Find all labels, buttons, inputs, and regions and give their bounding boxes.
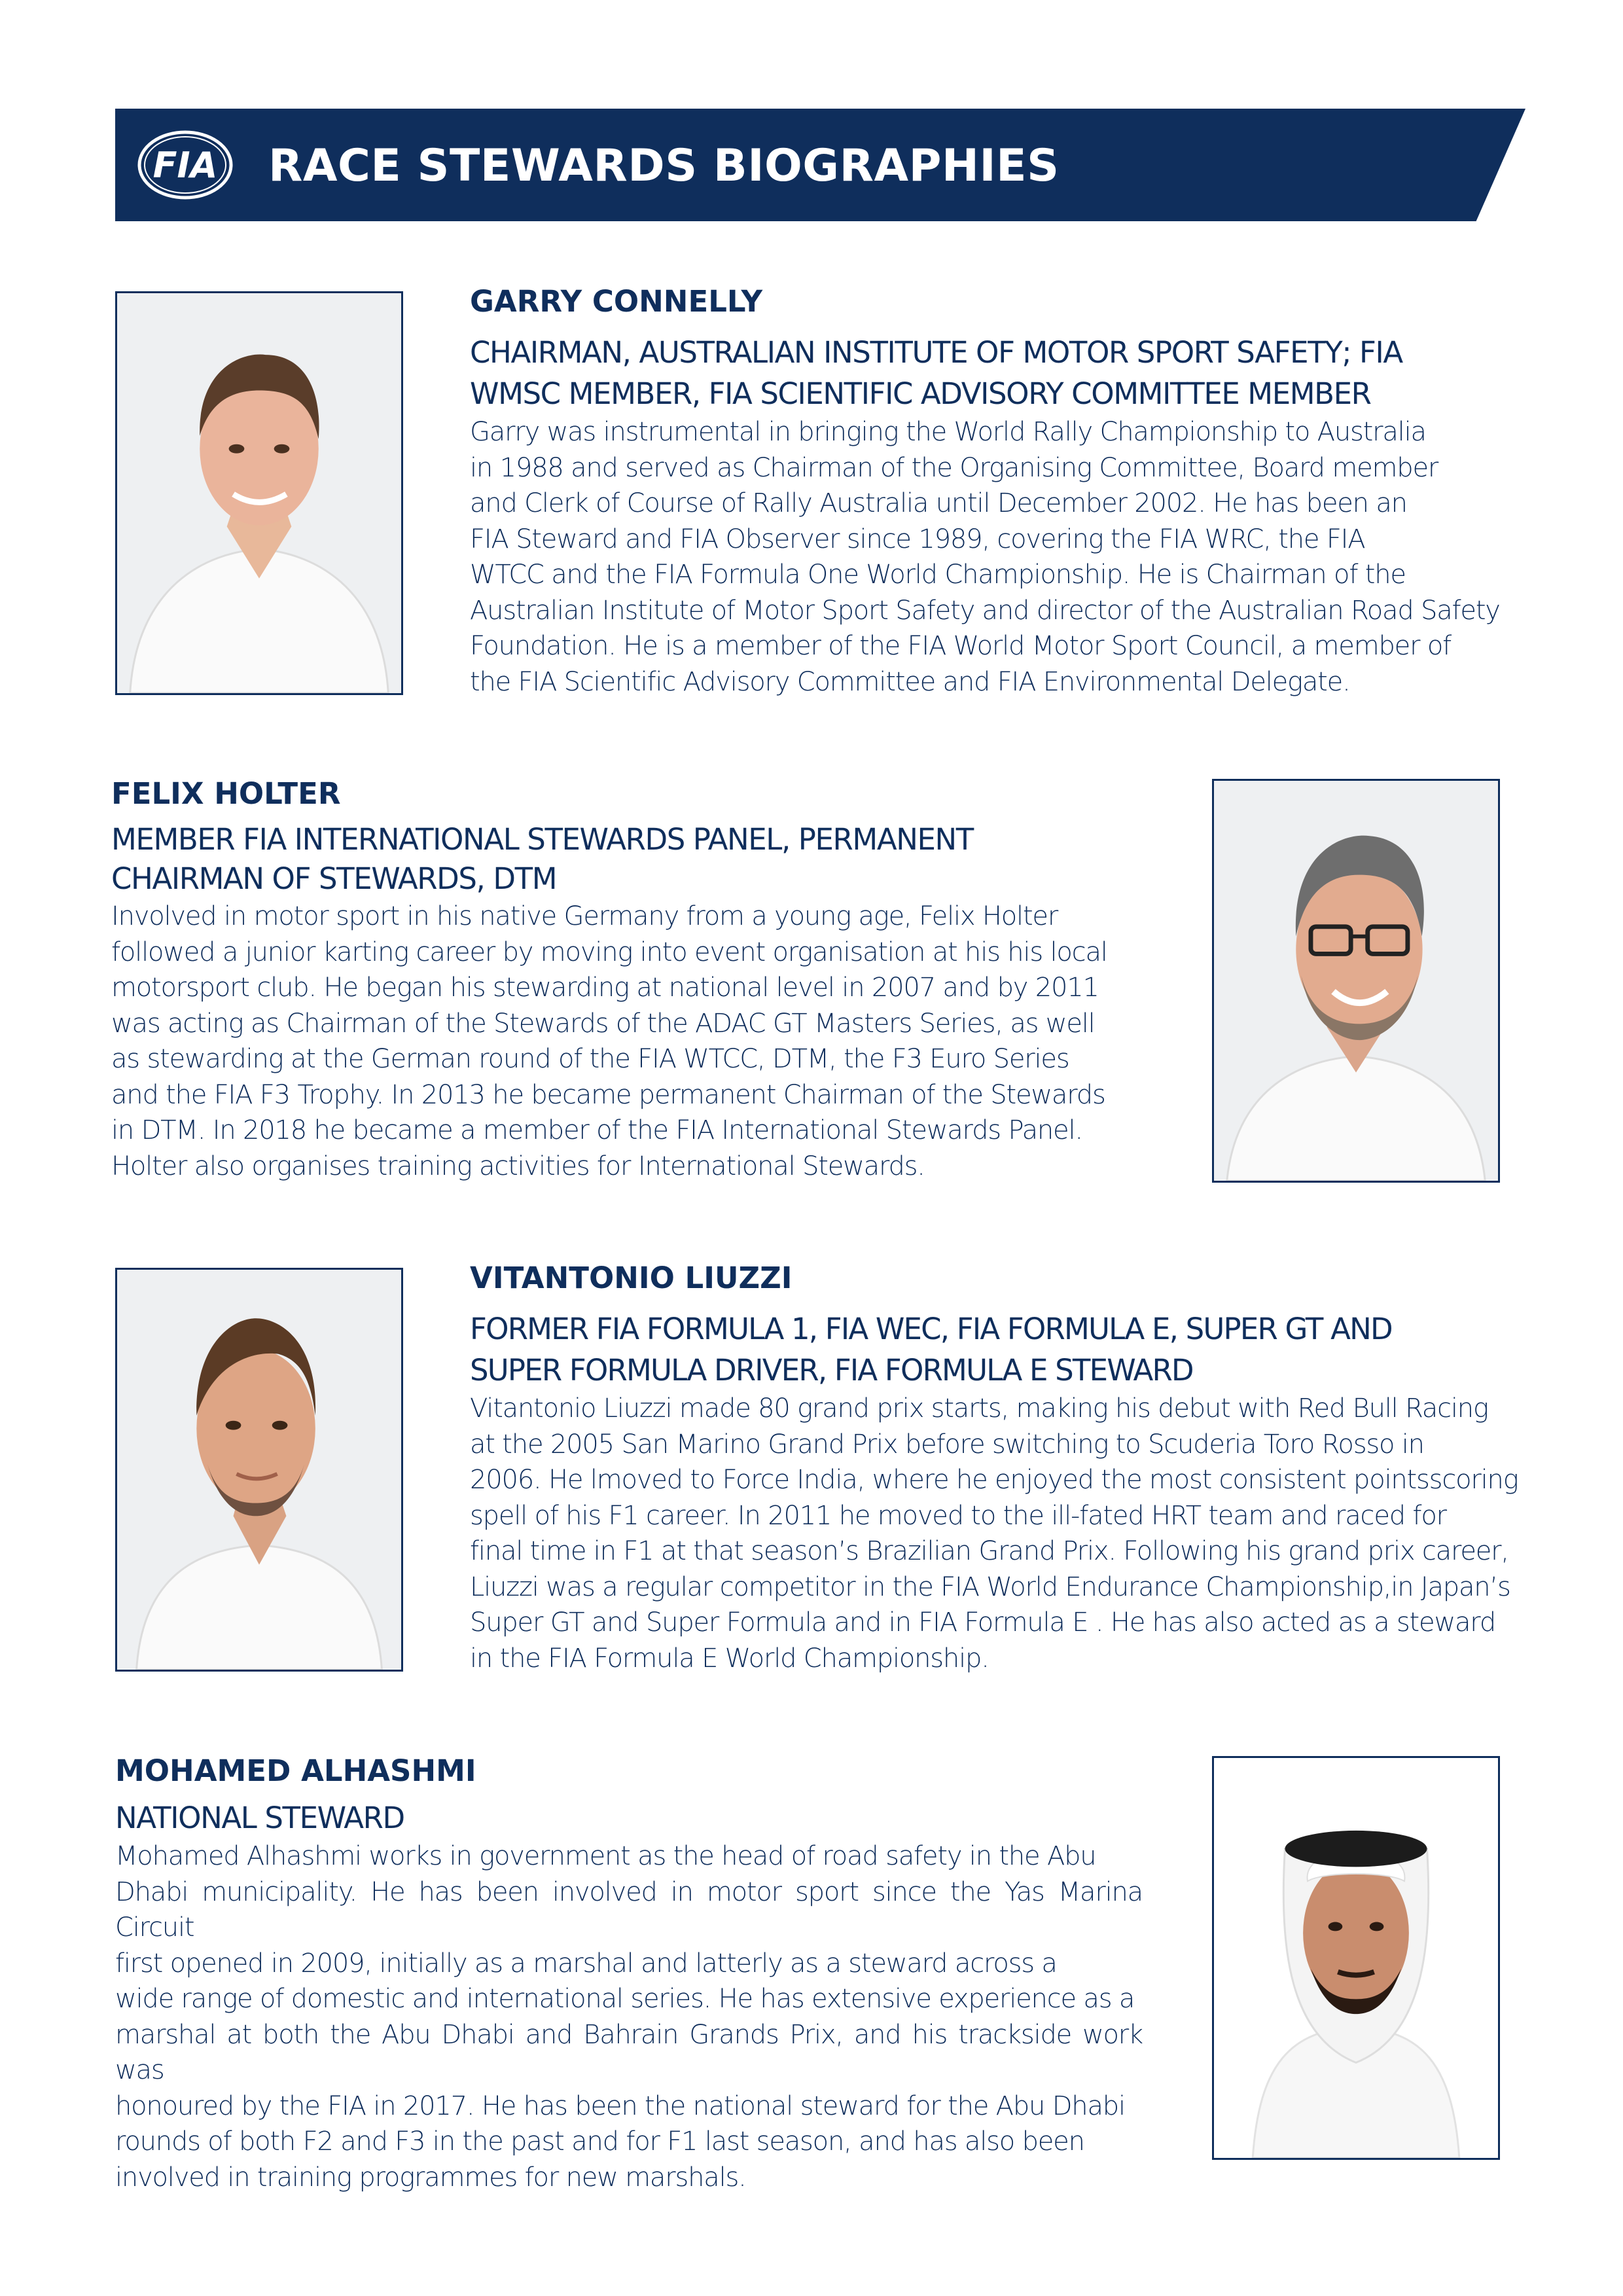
steward-bio-felix-holter — [111, 776, 1165, 1184]
steward-role: MEMBER FIA INTERNATIONAL STEWARDS PANEL, PERMANENT CHAIRMAN OF STEWARDS, DTM — [111, 822, 973, 896]
steward-role: FORMER FIA FORMULA 1, FIA WEC, FIA FORMULA E, SUPER GT AND SUPER FORMULA DRIVER, FIA FORMULA E STEWARD — [470, 1312, 1392, 1388]
steward-name: GARRY CONNELLY — [470, 284, 763, 319]
steward-role: CHAIRMAN, AUSTRALIAN INSTITUTE OF MOTOR SPORT SAFETY; FIA WMSC MEMBER, FIA SCIENTIFIC ADVISORY COMMITTEE MEMBER — [470, 335, 1402, 411]
steward-biography: Vitantonio Liuzzi made 80 grand prix starts, making his debut with Red Bull Racing at the 2005 San Marino Grand Prix before switching to Scuderia Toro Rosso in 2006. He lmoved to Force India, where he enjoyed the most consistent pointsscoring spell of his F1 career. In 2011 he moved to the ill-fated HRT team and raced for final time in F1 at that season’s Brazilian Grand Prix. Following his grand prix career, Liuzzi was a regular competitor in the FIA World Endurance Championship,in Japan’s Super GT and Super Formula and in FIA Formula E . He has also acted as a steward in the FIA Formula E World Championship. — [470, 1393, 1518, 1674]
page-title: RACE STEWARDS BIOGRAPHIES — [268, 140, 1060, 192]
portrait-vitantonio-liuzzi — [115, 1268, 403, 1672]
steward-name: MOHAMED ALHASHMI — [115, 1753, 476, 1788]
portrait-mohamed-alhashmi — [1212, 1756, 1500, 2160]
steward-biography: Mohamed Alhashmi works in government as the head of road safety in the Abu Dhabi municipality. He has been involved in motor sport since the Yas Marina Circuit first opened in 2009, initially as a marshal and latterly as a steward across a wide range of domestic and international series. He has extensive experience as a marshal at both the Abu Dhabi and Bahrain Grands Prix, and his trackside work was honoured by the FIA in 2017. He has been the national steward for the Abu Dhabi rounds of both F2 and F3 in the past and for F1 last season, and has also been involved in training programmes for new marshals. — [115, 1841, 1143, 2193]
logo-text: FIA — [152, 145, 218, 186]
steward-role: NATIONAL STEWARD — [115, 1801, 404, 1835]
steward-bio-mohamed-alhashmi — [115, 1753, 1143, 2195]
steward-name: FELIX HOLTER — [111, 776, 341, 811]
steward-bio-garry-connelly — [470, 283, 1517, 700]
portrait-felix-holter — [1212, 779, 1500, 1183]
steward-name: VITANTONIO LIUZZI — [470, 1261, 793, 1295]
fia-logo — [137, 130, 233, 200]
portrait-garry-connelly — [115, 291, 403, 695]
steward-bio-vitantonio-liuzzi — [470, 1260, 1520, 1676]
steward-biography: Garry was instrumental in bringing the World Rally Championship to Australia in 1988 and served as Chairman of the Organising Committee, Board member and Clerk of Course of Rally Australia until December 2002. He has been an FIA Steward and FIA Observer since 1989, covering the FIA WRC, the FIA WTCC and the FIA Formula One World Championship. He is Chairman of the Australian Institute of Motor Sport Safety and director of the Australian Road Safety Foundation. He is a member of the FIA World Motor Sport Council, a member of the FIA Scientific Advisory Committee and FIA Environmental Delegate. — [470, 417, 1500, 697]
steward-biography: Involved in motor sport in his native Germany from a young age, Felix Holter followed a junior karting career by moving into event organisation at his his local motorsport club. He began his stewarding at national level in 2007 and by 2011 was acting as Chairman of the Stewards of the ADAC GT Masters Series, as well as stewarding at the German round of the FIA WTCC, DTM, the F3 Euro Series and the FIA F3 Trophy. In 2013 he became permanent Chairman of the Stewards in DTM. In 2018 he became a member of the FIA International Stewards Panel. Holter also organises training activities for International Stewards. — [111, 901, 1107, 1181]
